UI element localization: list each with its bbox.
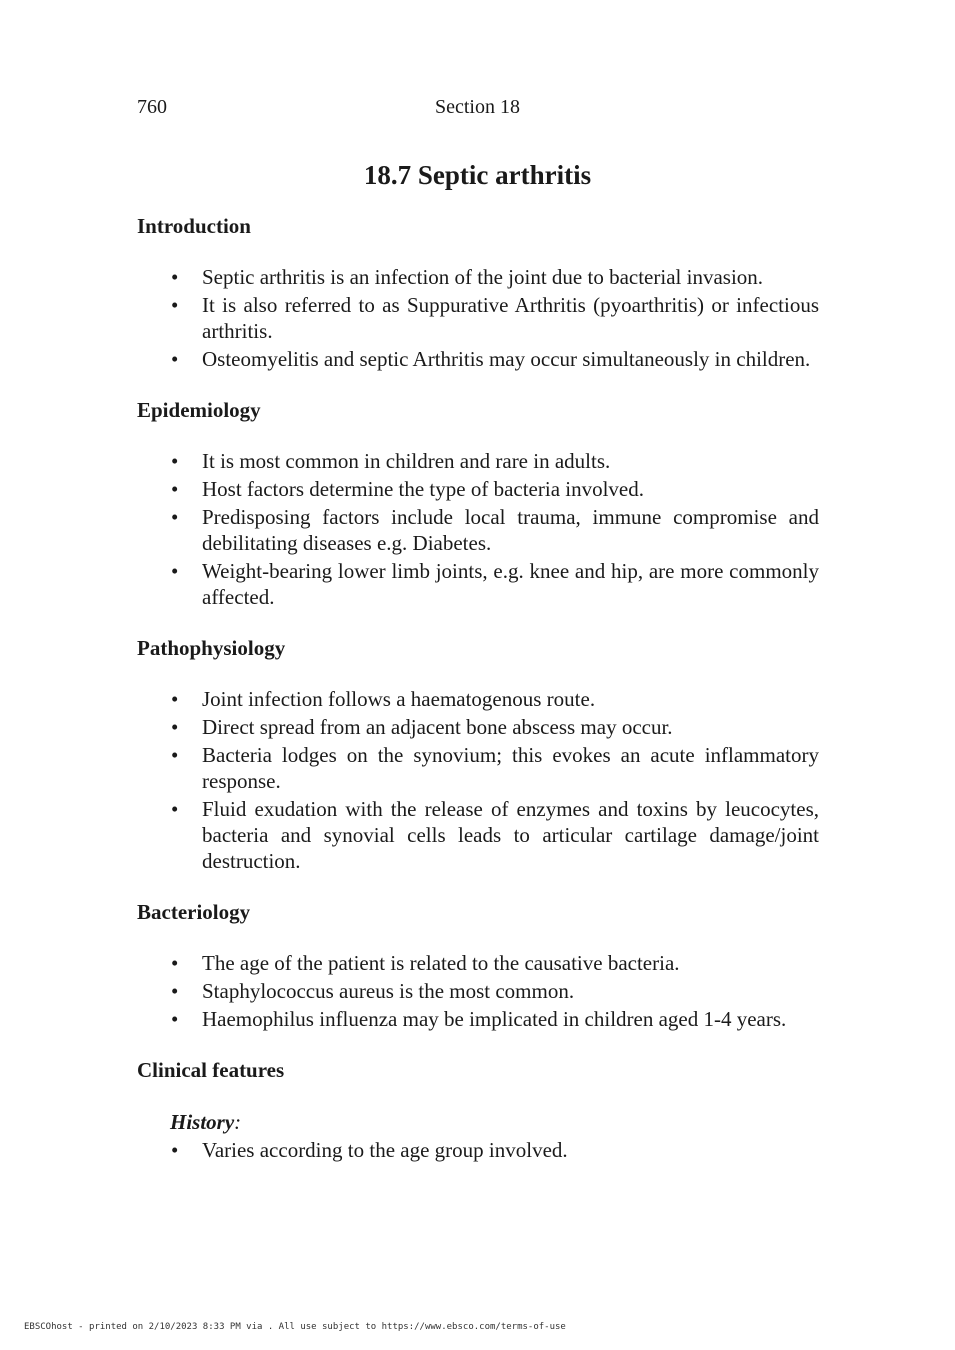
bullet-list (137, 950, 819, 1032)
document-body (137, 212, 819, 1187)
running-header: Section 18 (435, 96, 520, 118)
section-pathophysiology (137, 634, 819, 874)
list-item-text: Fluid exudation with the release of enzymes and toxins by leucocytes, bacteria and synovial cells leads to articular cartilage damage/joint destruction. (202, 797, 819, 873)
section-heading: Introduction (137, 214, 251, 238)
list-item-text: Varies according to the age group involved. (202, 1138, 568, 1162)
print-footer: EBSCOhost - printed on 2/10/2023 8:33 PM via . All use subject to https://www.ebsco.com/terms-of-use (24, 1322, 566, 1332)
list-item (137, 978, 819, 1004)
list-item-text: Septic arthritis is an infection of the joint due to bacterial invasion. (202, 265, 764, 289)
list-item-text: Staphylococcus aureus is the most common. (202, 979, 575, 1003)
section-epidemiology (137, 396, 819, 610)
list-item (137, 686, 819, 712)
list-item-text: It is also referred to as Suppurative Arthritis (pyoarthritis) or infectious arthritis. (202, 293, 819, 343)
bullet-icon: • (171, 951, 179, 975)
bullet-icon: • (171, 1138, 179, 1162)
bullet-list (137, 264, 819, 372)
bullet-icon: • (171, 505, 179, 529)
bullet-list (137, 1137, 819, 1163)
list-item (137, 558, 819, 610)
section-introduction (137, 212, 819, 372)
bullet-list (137, 448, 819, 610)
list-item-text: Joint infection follows a haematogenous route. (202, 687, 596, 711)
section-heading: Clinical features (137, 1058, 285, 1082)
bullet-icon: • (171, 797, 179, 821)
subheading-label: History (170, 1110, 235, 1134)
list-item (137, 714, 819, 740)
section-heading: Pathophysiology (137, 636, 286, 660)
list-item-text: Osteomyelitis and septic Arthritis may occur simultaneously in children. (202, 347, 811, 371)
chapter-title: 18.7 Septic arthritis (363, 160, 592, 190)
list-item-text: Host factors determine the type of bacteria involved. (202, 477, 645, 501)
section-bacteriology (137, 898, 819, 1032)
bullet-icon: • (171, 715, 179, 739)
list-item (137, 1137, 819, 1163)
list-item-text: It is most common in children and rare in adults. (202, 449, 611, 473)
subheading-suffix: : (234, 1110, 242, 1134)
bullet-icon: • (171, 1007, 179, 1031)
list-item-text: Haemophilus influenza may be implicated in children aged 1-4 years. (202, 1007, 787, 1031)
bullet-icon: • (171, 559, 179, 583)
section-heading: Bacteriology (137, 900, 251, 924)
page-number: 760 (137, 96, 167, 118)
list-item (137, 742, 819, 794)
section-clinical-features (137, 1056, 819, 1163)
bullet-icon: • (171, 687, 179, 711)
list-item (137, 796, 819, 874)
bullet-icon: • (171, 265, 179, 289)
bullet-icon: • (171, 743, 179, 767)
section-heading: Epidemiology (137, 398, 261, 422)
bullet-icon: • (171, 477, 179, 501)
list-item (137, 950, 819, 976)
list-item (137, 476, 819, 502)
list-item-text: Weight-bearing lower limb joints, e.g. knee and hip, are more commonly affected. (202, 559, 819, 609)
list-item (137, 504, 819, 556)
bullet-icon: • (171, 449, 179, 473)
list-item-text: Predisposing factors include local trauma, immune compromise and debilitating diseases e.g. Diabetes. (202, 505, 819, 555)
list-item (137, 448, 819, 474)
bullet-icon: • (171, 293, 179, 317)
bullet-icon: • (171, 347, 179, 371)
list-item (137, 346, 819, 372)
list-item-text: The age of the patient is related to the causative bacteria. (202, 951, 680, 975)
subheading-history (170, 1109, 819, 1135)
bullet-list (137, 686, 819, 874)
list-item-text: Direct spread from an adjacent bone abscess may occur. (202, 715, 673, 739)
list-item (137, 264, 819, 290)
list-item (137, 1006, 819, 1032)
bullet-icon: • (171, 979, 179, 1003)
list-item (137, 292, 819, 344)
list-item-text: Bacteria lodges on the synovium; this evokes an acute inflammatory response. (202, 743, 819, 793)
